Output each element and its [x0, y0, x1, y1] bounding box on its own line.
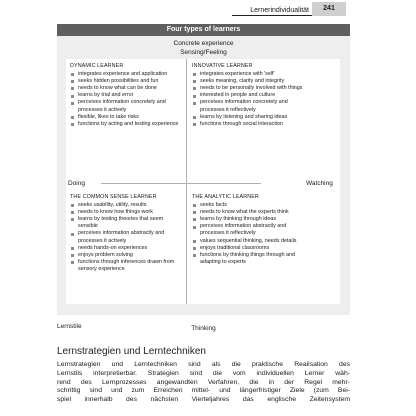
section-heading: Lernstrategien und Lerntechniken: [57, 346, 206, 357]
axis-label-thinking: Thinking: [191, 325, 216, 332]
figure-top-label: [57, 39, 350, 57]
list-item: integrates experience with 'self': [192, 71, 306, 78]
body-paragraph: [57, 361, 350, 405]
list-item: seeks usability, utility, results: [70, 202, 182, 209]
list-item: learns by thinking through ideas: [192, 216, 306, 223]
list-item: seeks facts: [192, 202, 306, 209]
quadrant-list: [192, 202, 306, 266]
list-item: learns by testing theories that seem sensible: [70, 216, 182, 230]
quadrant-list: [70, 202, 182, 273]
quadrant-common-sense-learner: [70, 194, 182, 273]
list-item: enjoys traditional classrooms: [192, 245, 306, 252]
figure-header: Four types of learners: [57, 24, 350, 36]
list-item: functions by thinking things through and adapting to experts: [192, 252, 306, 266]
list-item: functions through inferences drawn from sensory experience: [70, 259, 182, 273]
quadrant-list: [70, 71, 182, 128]
list-item: integrates experience and application: [70, 71, 182, 78]
quadrant-title: DYNAMIC LEARNER: [70, 63, 124, 69]
body-line: Lernstils interpretierbar. Strategien sind die vom individuellen Lerner wäh-: [57, 369, 350, 377]
list-item: seeks hidden possibilities and fun: [70, 78, 182, 85]
body-line: Lernstrategien und Lerntechniken sind als die praktische Realisation des: [57, 361, 350, 368]
axis-label-watching: Watching: [306, 180, 333, 187]
quadrant-title: INNOVATIVE LEARNER: [192, 63, 253, 69]
page-number: 241: [312, 2, 346, 16]
figure-caption: Lernstile: [57, 323, 82, 330]
list-item: learns by trial and error: [70, 92, 182, 99]
list-item: interested in people and culture: [192, 92, 306, 99]
list-item: needs to know how things work: [70, 209, 182, 216]
list-item: functions through social interaction: [192, 121, 306, 128]
list-item: needs to know what can be done: [70, 85, 182, 92]
quadrant-innovative-learner: [192, 63, 306, 128]
list-item: seeks meaning, clarity and integrity: [192, 78, 306, 85]
list-item: values sequential thinking, needs details: [192, 238, 306, 245]
top-label-line2: Sensing/Feeling: [180, 49, 227, 56]
axis-label-doing: Doing: [68, 180, 85, 187]
list-item: needs to know what the experts think: [192, 209, 306, 216]
list-item: perceives information abstractly and processes it actively: [70, 230, 182, 244]
list-item: flexible, likes to take risks: [70, 114, 182, 121]
list-item: learns by listening and sharing ideas: [192, 114, 306, 121]
top-label-line1: Concrete experience: [173, 40, 234, 47]
list-item: enjoys problem solving: [70, 252, 182, 259]
horizontal-axis-line: [101, 183, 261, 184]
quadrant-title: THE COMMON SENSE LEARNER: [70, 194, 157, 200]
quadrant-title: THE ANALYTIC LEARNER: [192, 194, 259, 200]
list-item: perceives information abstractly and processes it reflectively: [192, 223, 306, 237]
body-line: schrittig sind und zum Erreichen mittel- und längerfristiger Ziele (zum Bei-: [57, 387, 350, 395]
quadrant-grid: [66, 59, 340, 304]
quadrant-list: [192, 71, 306, 128]
list-item: perceives information concretely and processes it reflectively: [192, 99, 306, 113]
list-item: needs to be personally involved with things: [192, 85, 306, 92]
quadrant-analytic-learner: [192, 194, 306, 266]
quadrant-dynamic-learner: [70, 63, 182, 128]
vertical-axis-line: [186, 59, 187, 304]
running-head: [0, 0, 416, 20]
running-head-title: Lernerindividualität: [232, 6, 312, 16]
list-item: functions by acting and testing experience: [70, 121, 182, 128]
body-line: spiel innerhalb des nächsten Vierteljahres das englische Zeitensystem: [57, 396, 350, 404]
body-line: rend des Lernprozesses angewandten Verfahren, die in der Regel mehr-: [57, 378, 350, 386]
list-item: perceives information concretely and processes it actively: [70, 99, 182, 113]
list-item: needs hands-on experiences: [70, 245, 182, 252]
